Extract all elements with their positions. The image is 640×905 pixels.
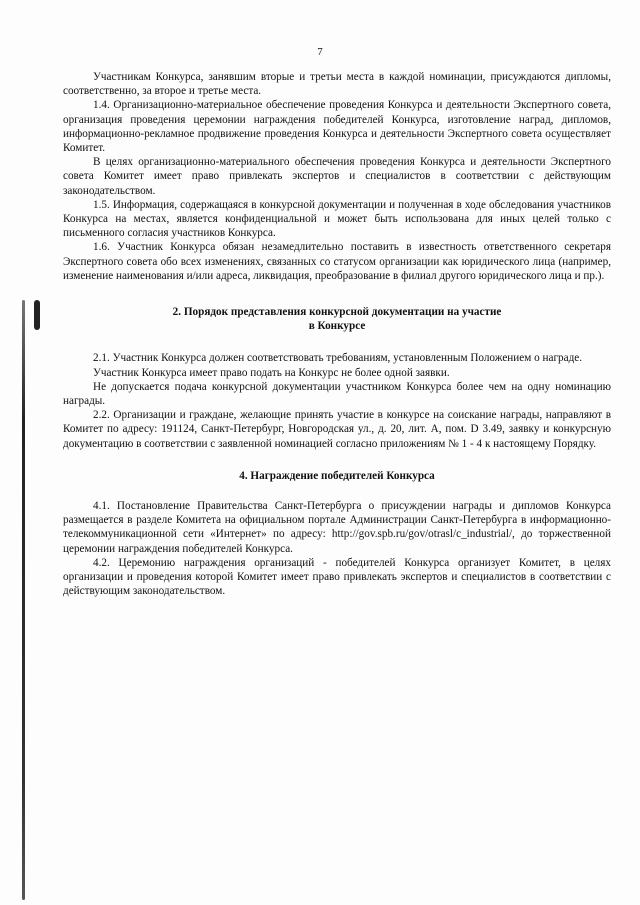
paragraph-1-4: 1.4. Организационно-материальное обеспечение проведения Конкурса и деятельности Экспертного совета, организация проведения церемонии награждения победителей Конкурса, изготовление наград, дипломов, информационно-рекламное продвижение проведения Конкурса и деятельности Экспертного совета осуществляет Комитет. (63, 99, 611, 155)
paragraph-4-1: 4.1. Постановление Правительства Санкт-Петербурга о присуждении награды и дипломов Конкурса размещается в разделе Комитета на официальном портале Администрации Санкт-Петербурга в информационно-телекоммуникационной сети «Интернет» по адресу: http://gov.spb.ru/gov/otrasl/c_industrial/, до торжественной церемонии награждения победителей Конкурса. (63, 500, 611, 555)
paragraph-2-2: 2.2. Организации и граждане, желающие принять участие в конкурсе на соискание награды, направляют в Комитет по адресу: 191124, Санкт-Петербург, Новгородская ул., д. 20, лит. А, пом. D 3.49, заявку и конкурсную документацию в соответствии с заявленной номинацией согласно приложениям № 1 - 4 к настоящему Порядку. (63, 409, 611, 450)
document-body (63, 70, 611, 599)
section-4-heading: 4. Награждение победителей Конкурса (239, 469, 435, 482)
paragraph-4-2: 4.2. Церемонию награждения организаций - победителей Конкурса организует Комитет, в целях организации и проведения которой Комитет имеет право привлекать экспертов и специалистов в соответствии с действующим законодательством. (63, 556, 611, 598)
section-2-heading (63, 305, 611, 333)
section-2-heading-line1: 2. Порядок представления конкурсной документации на участие (172, 306, 502, 319)
paragraph: Участникам Конкурса, занявшим вторые и третьи места в каждой номинации, присуждаются дипломы, соответственно, за второе и третье места. (63, 71, 611, 98)
section-2-heading-line2: в Конкурсе (308, 320, 366, 333)
paragraph-1-5: 1.5. Информация, содержащаяся в конкурсной документации и полученная в ходе обследования участников Конкурса на местах, является конфиденциальной и может быть использована для иных целей только с письменного согласия участников Конкурса. (63, 198, 611, 240)
paragraph: Не допускается подача конкурсной документации участником Конкурса более чем на одну номинацию награды. (63, 380, 611, 408)
paragraph: В целях организационно-материального обеспечения проведения Конкурса и деятельности Экспертного совета Комитет имеет право привлекать экспертов и специалистов в соответствии с действующим законодательством. (63, 156, 611, 197)
paragraph-1-6: 1.6. Участник Конкурса обязан незамедлительно поставить в известность ответственного секретаря Экспертного совета обо всех изменениях, связанных со статусом организации как юридического лица (например, изменение наименования и/или адреса, ликвидация, преобразование в филиал другого юридического лица и пр.). (63, 241, 611, 282)
paragraph-2-1: 2.1. Участник Конкурса должен соответствовать требованиям, установленным Положением о награде. (93, 352, 583, 365)
scan-edge-artifact (22, 300, 25, 900)
page-number: 7 (317, 46, 323, 58)
scan-mark-artifact (34, 300, 40, 330)
paragraph: Участник Конкурса имеет право подать на Конкурс не более одной заявки. (93, 366, 450, 379)
